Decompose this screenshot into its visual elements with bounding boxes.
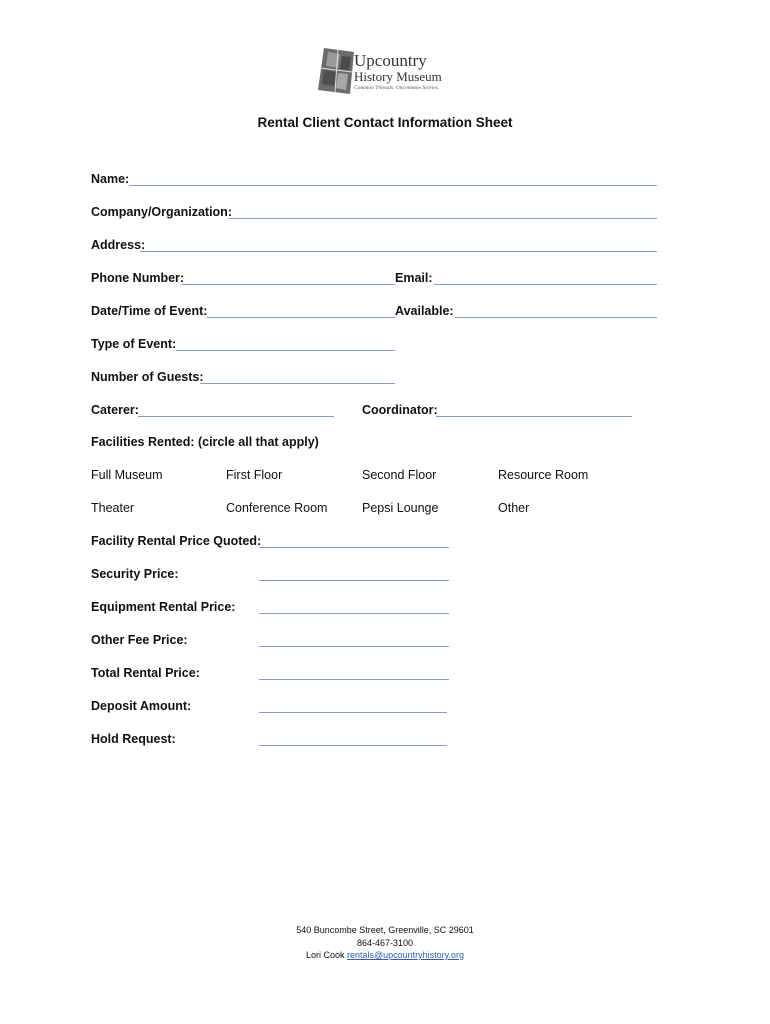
- email-field[interactable]: [434, 284, 657, 285]
- total-price-field[interactable]: [259, 679, 449, 680]
- facility-option[interactable]: Theater: [91, 501, 135, 515]
- footer-contact: [0, 949, 770, 962]
- equipment-price-field[interactable]: [259, 613, 449, 614]
- logo-name-line1: Upcountry: [354, 51, 427, 70]
- logo-tagline: Common Threads. Uncommon Stories.: [354, 85, 440, 91]
- type-field[interactable]: [176, 350, 395, 351]
- contact-email-link[interactable]: rentals@upcountryhistory.org: [347, 950, 465, 960]
- guests-field[interactable]: [200, 383, 395, 384]
- company-field[interactable]: [229, 218, 657, 219]
- phone-field[interactable]: [182, 284, 395, 285]
- facility-option[interactable]: Resource Room: [498, 468, 589, 482]
- facilities-heading: Facilities Rented: (circle all that apply): [91, 435, 319, 449]
- facility-rental-price-field[interactable]: [259, 547, 449, 548]
- coordinator-label: Coordinator:: [362, 403, 438, 417]
- total-price-label: Total Rental Price:: [91, 666, 200, 680]
- type-label: Type of Event:: [91, 337, 177, 351]
- facility-rental-price-label: Facility Rental Price Quoted:: [91, 534, 262, 548]
- museum-logo: [316, 46, 461, 98]
- facility-option[interactable]: Full Museum: [91, 468, 163, 482]
- deposit-label: Deposit Amount:: [91, 699, 192, 713]
- caterer-label: Caterer:: [91, 403, 139, 417]
- security-price-label: Security Price:: [91, 567, 179, 581]
- caterer-field[interactable]: [138, 416, 334, 417]
- email-label: Email:: [395, 271, 433, 285]
- other-fee-label: Other Fee Price:: [91, 633, 188, 647]
- datetime-field[interactable]: [207, 317, 395, 318]
- hold-request-label: Hold Request:: [91, 732, 176, 746]
- facility-option[interactable]: Conference Room: [226, 501, 328, 515]
- available-label: Available:: [395, 304, 454, 318]
- page-title: Rental Client Contact Information Sheet: [257, 115, 513, 130]
- contact-name: Lori Cook: [305, 950, 345, 960]
- facility-option[interactable]: First Floor: [226, 468, 283, 482]
- name-field[interactable]: [129, 185, 657, 186]
- deposit-field[interactable]: [259, 712, 447, 713]
- phone-label: Phone Number:: [91, 271, 185, 285]
- address-field[interactable]: [140, 251, 657, 252]
- equipment-price-label: Equipment Rental Price:: [91, 600, 236, 614]
- other-fee-field[interactable]: [259, 646, 449, 647]
- footer-phone: 864-467-3100: [356, 937, 414, 948]
- address-label: Address:: [91, 238, 146, 252]
- security-price-field[interactable]: [259, 580, 449, 581]
- name-label: Name:: [91, 172, 130, 186]
- company-label: Company/Organization:: [91, 205, 232, 219]
- hold-request-field[interactable]: [259, 745, 447, 746]
- facility-option[interactable]: Second Floor: [362, 468, 437, 482]
- logo-name-line2: History Museum: [354, 69, 442, 84]
- available-field[interactable]: [455, 317, 657, 318]
- footer: [0, 924, 770, 962]
- guests-label: Number of Guests:: [91, 370, 204, 384]
- facility-option[interactable]: Other: [498, 501, 530, 515]
- footer-address: 540 Buncombe Street, Greenville, SC 29601: [296, 925, 474, 935]
- facility-option[interactable]: Pepsi Lounge: [362, 501, 439, 515]
- coordinator-field[interactable]: [436, 416, 632, 417]
- map-quilt-icon: [316, 46, 356, 96]
- datetime-label: Date/Time of Event:: [91, 304, 208, 318]
